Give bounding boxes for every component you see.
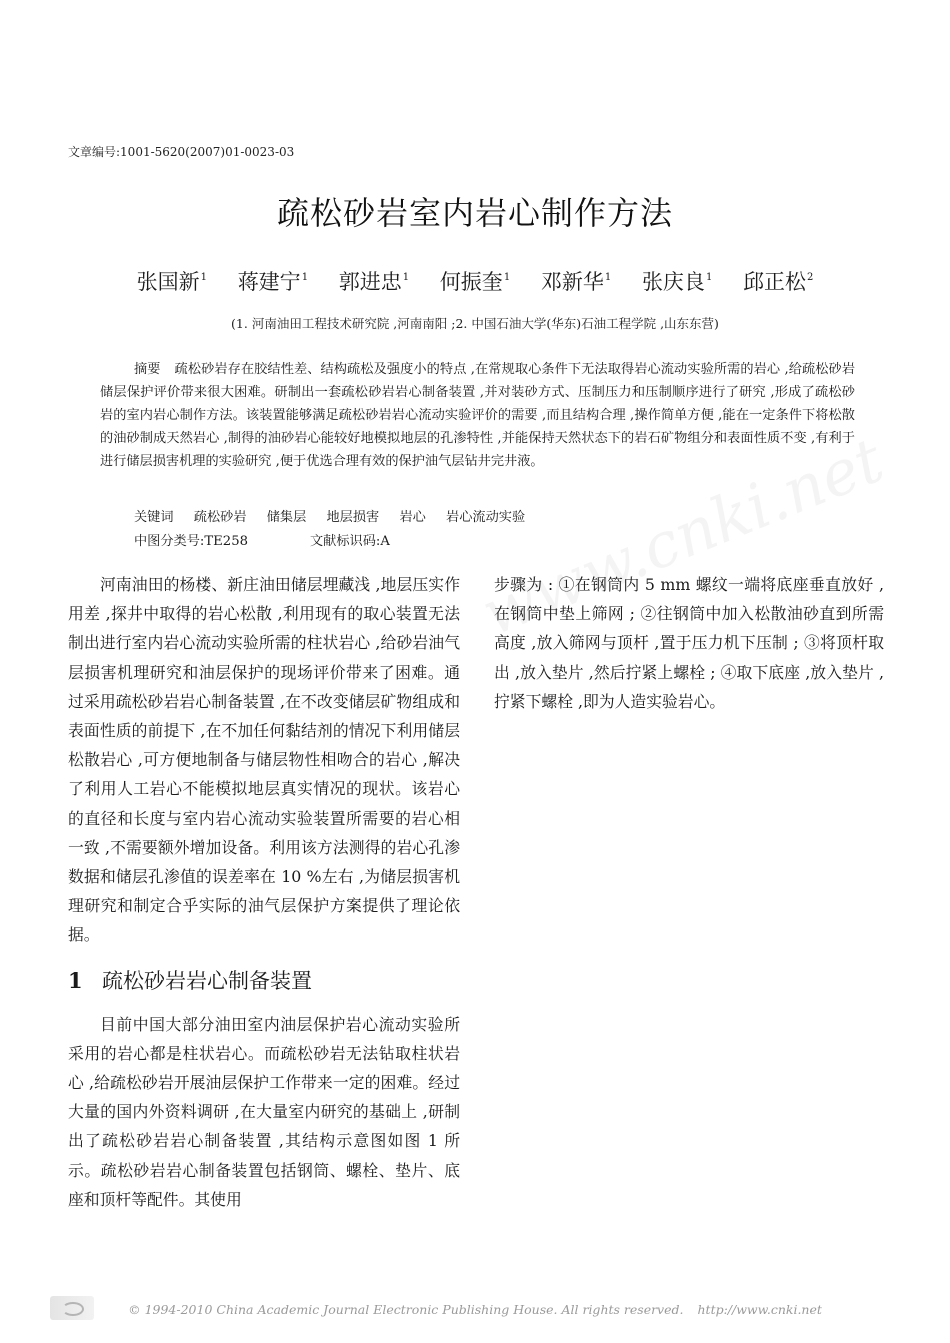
clc-number: 中图分类号:TE258 [134, 534, 248, 549]
abstract-label: 摘要 [134, 362, 161, 377]
abstract-text: 疏松砂岩存在胶结性差、结构疏松及强度小的特点 ,在常规取心条件下无法取得岩心流动实验所需的岩心 ,给疏松砂岩储层保护评价带来很大困难。研制出一套疏松砂岩岩心制备装置 ,并对装砂方式、压制压力和压制顺序进行了研究 ,形成了疏松砂岩的室内岩心制作方法。该装置能够满足疏松砂岩岩心流动实验评价的需要 ,而且结构合理 ,操作简单方便 ,能在一定条件下将松散的油砂制成天然岩心 ,制得的油砂岩心能较好地模拟地层的孔渗特性 ,并能保持天然状态下的岩石矿物组分和表面性质不变 ,有利于进行储层损害机理的实验研究 ,便于优选合理有效的保护油气层钻井完井液。 [100, 362, 856, 469]
section-number: 1 [68, 967, 83, 993]
classification [134, 530, 390, 553]
author-list [0, 266, 950, 296]
author: 何振奎$^1$ [439, 270, 511, 294]
keywords-label: 关键词 [134, 510, 174, 525]
keyword: 岩心 [399, 510, 426, 525]
copyright-text: © 1994-2010 China Academic Journal Electronic Publishing House. All rights reserved. [128, 1302, 684, 1317]
article-number: 文章编号:1001-5620(2007)01-0023-03 [68, 145, 295, 159]
section-title: 疏松砂岩岩心制备装置 [102, 968, 312, 993]
author: 张庆良$^1$ [641, 270, 713, 294]
author: 邓新华$^1$ [540, 270, 612, 294]
paper-title: 疏松砂岩室内岩心制作方法 [276, 194, 673, 232]
author: 郭进忠$^1$ [338, 270, 410, 294]
keyword: 疏松砂岩 [193, 510, 247, 525]
footer-url[interactable]: http://www.cnki.net [697, 1302, 822, 1317]
section-paragraph: 目前中国大部分油田室内油层保护岩心流动实验所采用的岩心都是柱状岩心。而疏松砂岩无法钻取柱状岩心 ,给疏松砂岩开展油层保护工作带来一定的困难。经过大量的国内外资料调研 ,在大量室内研究的基础上 ,研制出了疏松砂岩岩心制备装置 ,其结构示意图如图 1 所示。疏松砂岩岩心制备装置包括钢筒、螺栓、垫片、底座和顶杆等配件。其使用 [68, 1014, 460, 1209]
keyword: 岩心流动实验 [446, 510, 526, 525]
footer [0, 1302, 950, 1317]
abstract [100, 358, 855, 473]
section-heading [68, 966, 460, 996]
intro-paragraph: 河南油田的杨楼、新庄油田储层埋藏浅 ,地层压实作用差 ,探井中取得的岩心松散 ,利用现有的取心装置无法制出进行室内岩心流动实验所需的柱状岩心 ,给砂岩油气层损害机理研究和油层保护的现场评价带来了困难。通过采用疏松砂岩岩心制备装置 ,在不改变储层矿物组成和表面性质的前提下 ,在不加任何黏结剂的情况下利用储层松散岩心 ,可方便地制备与储层物性相吻合的岩心 ,解决了利用人工岩心不能模拟地层真实情况的现状。该岩心的直径和长度与室内岩心流动实验装置所需要的岩心相一致 ,不需要额外增加设备。利用该方法测得的岩心孔渗数据和储层孔渗值的误差率在 10 %左右 ,为储层损害机理研究和制定合乎实际的油气层保护方案提供了理论依据。 [68, 575, 460, 945]
author: 蒋建宁$^1$ [237, 270, 309, 294]
affiliations: (1. 河南油田工程技术研究院 ,河南南阳 ;2. 中国石油大学(华东)石油工程学院 ,山东东营) [231, 316, 719, 331]
author: 邱正松$^2$ [743, 270, 814, 294]
right-column [494, 570, 884, 716]
keywords [134, 506, 541, 529]
author: 张国新$^1$ [136, 270, 207, 294]
keyword: 地层损害 [326, 510, 380, 525]
steps-paragraph: 步骤为 : ①在钢筒内 5 mm 螺纹一端将底座垂直放好 ,在钢筒中垫上筛网 ; ②往钢筒中加入松散油砂直到所需高度 ,放入筛网与顶杆 ,置于压力机下压制 ; ③将顶杆取出 ,放入垫片 ,然后拧紧上螺栓 ; ④取下底座 ,放入垫片 ,拧紧下螺栓 ,即为人造实验岩心。 [494, 575, 884, 711]
left-column [68, 570, 460, 1214]
keyword: 储集层 [266, 510, 307, 525]
document-code: 文献标识码:A [309, 534, 390, 549]
